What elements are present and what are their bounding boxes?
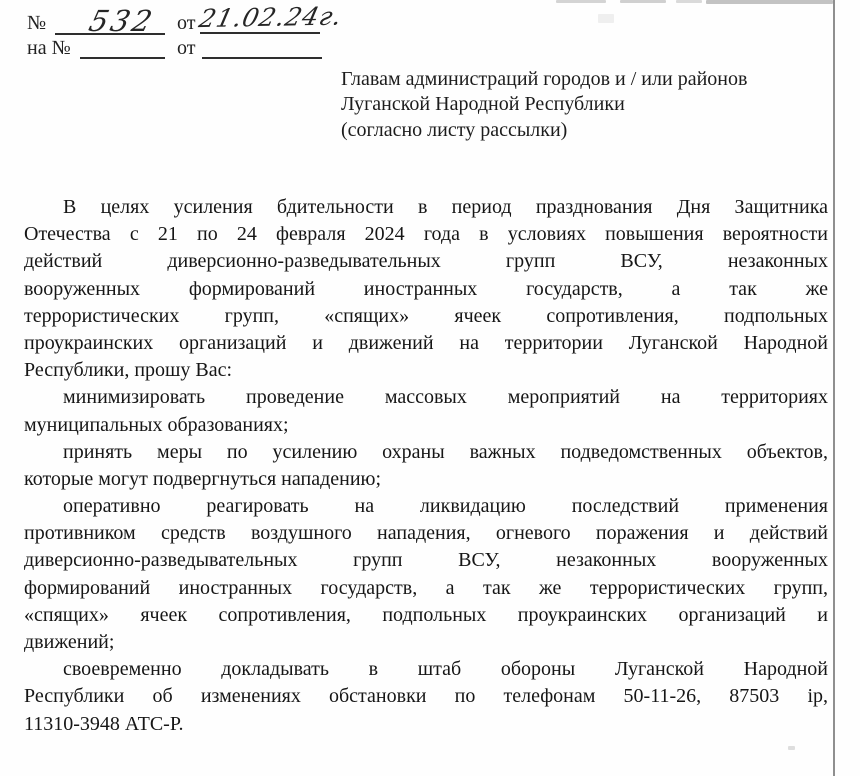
scan-artifact [788, 746, 795, 750]
scan-artifact [676, 0, 702, 3]
body-line: движений; [24, 631, 115, 653]
page-edge-scan-line [833, 0, 835, 776]
reply-date-blank-line [202, 57, 322, 59]
handwritten-outgoing-date: 21.02.24г. [196, 1, 346, 34]
addressee-block [341, 67, 821, 143]
body-line: принять меры по усилению охраны важных подведомственных объектов, [63, 440, 828, 463]
body-line: террористических групп, «спящих» ячеек сопротивления, подпольных [24, 304, 828, 327]
outgoing-date-preposition: от [177, 12, 196, 34]
addressee-line: (согласно листу рассылки) [341, 118, 568, 141]
body-line: диверсионно-разведывательных групп ВСУ, незаконных вооруженных [24, 549, 828, 572]
scan-artifact [598, 14, 614, 23]
scan-artifact [706, 0, 833, 4]
body-line: муниципальных образованиях; [24, 413, 289, 436]
registration-header [0, 0, 430, 70]
handwritten-outgoing-number: 532 [85, 4, 159, 38]
body-line: Республики, прошу Вас: [24, 359, 233, 382]
body-line: вооруженных формирований иностранных государств, а так же [24, 277, 828, 300]
body-line: противником средств воздушного нападения, огневого поражения и действий [24, 522, 828, 545]
addressee-line: Главам администраций городов и / или районов [341, 68, 748, 90]
paragraph [24, 439, 828, 493]
reply-to-number-label: на № [27, 37, 71, 59]
body-line: формирований иностранных государств, а так же террористических групп, [24, 576, 828, 599]
letter-body [24, 194, 828, 738]
scan-artifact [620, 0, 666, 3]
outgoing-number-label: № [27, 12, 47, 34]
paragraph [24, 656, 828, 738]
body-line: Отечества с 21 по 24 февраля 2024 года в условиях повышения вероятности [24, 223, 828, 246]
body-line: Республики об изменениях обстановки по телефонам 50-11-26, 87503 ip, [24, 685, 828, 708]
body-line: минимизировать проведение массовых мероприятий на территориях [63, 386, 828, 409]
body-line: проукраинских организаций и движений на территории Луганской Народной [24, 331, 828, 354]
paragraph [24, 194, 828, 384]
body-line: своевременно докладывать в штаб обороны Луганской Народной [63, 658, 828, 681]
reply-number-blank-line [80, 57, 165, 59]
body-line: В целях усиления бдительности в период празднования Дня Защитника [63, 196, 828, 218]
body-line: действий диверсионно-разведывательных групп ВСУ, незаконных [24, 250, 828, 273]
paragraph [24, 493, 828, 656]
scan-artifact [556, 0, 606, 3]
paragraph [24, 384, 828, 438]
body-line: оперативно реагировать на ликвидацию последствий применения [63, 495, 828, 518]
body-line: которые могут подвергнуться нападению; [24, 467, 382, 490]
body-line: «спящих» ячеек сопротивления, подпольных проукраинских организаций и [24, 603, 828, 626]
reply-date-preposition: от [177, 37, 196, 59]
addressee-line: Луганской Народной Республики [341, 93, 625, 116]
body-line: 11310-3948 АТС-Р. [24, 712, 184, 735]
